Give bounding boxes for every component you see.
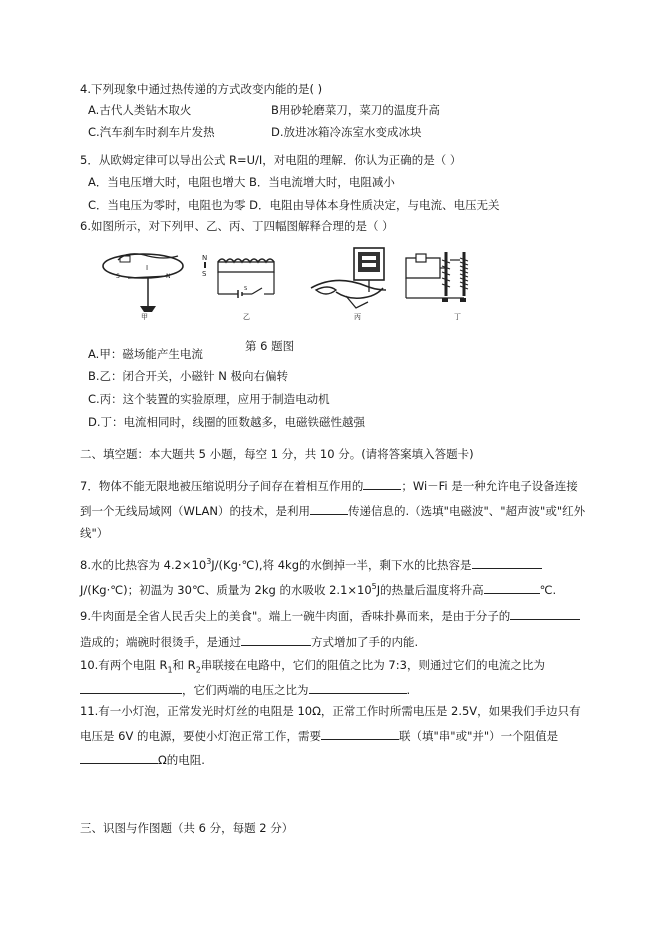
q10-text-1c: 串联接在电路中，它们的阻值之比为 7:3，则通过它们的电流之比为 (200, 658, 545, 672)
section-3-title: 三、识图与作图题（共 6 分，每题 2 分） (80, 821, 294, 835)
q8-blank-1 (472, 556, 542, 569)
q10-text-1b: 和 R (172, 658, 196, 672)
q8-blank-2 (484, 581, 540, 594)
q6-option-b: B.乙：闭合开关，小磁针 N 极向右偏转 (88, 369, 288, 383)
q7-text-2a: 到一个无线局域网（WLAN）的技术，是利用 (80, 504, 311, 518)
q8-line-1 (80, 556, 542, 573)
section-2-title: 二、填空题：本大题共 5 小题，每空 1 分，共 10 分。(请将答案填入答题卡) (80, 447, 474, 461)
q10-text-2b: . (406, 683, 411, 697)
figure-caption: 第 6 题图 (245, 339, 295, 353)
figure-label-jia: 甲 (141, 313, 148, 321)
q9-text-2a: 造成的；端碗时很烫手，是通过 (80, 635, 241, 649)
svg-text:N: N (166, 273, 171, 280)
q10-line-2 (80, 681, 410, 698)
q8-text-2a: J/(Kg·℃)；初温为 30℃、质量为 2kg 的水吸收 2.1×10 (80, 583, 372, 597)
q11-line-2 (80, 727, 558, 744)
q10-text-1a: 10.有两个电阻 R (80, 658, 168, 672)
q10-blank-1 (80, 681, 182, 694)
q10-sub-2: 2 (195, 665, 201, 675)
q9-line-2 (80, 633, 418, 650)
q6-stem: 6.如图所示，对下列甲、乙、丙、丁四幅图解释合理的是（ ） (80, 219, 394, 233)
svg-text:S: S (244, 286, 248, 292)
q6-option-c: C.丙：这个装置的实验原理，应用于制造电动机 (88, 392, 330, 406)
q5-options-ab: A．当电压增大时，电阻也增大 B．当电流增大时，电阻减小 (88, 175, 395, 189)
figure-bing (306, 246, 396, 318)
q9-blank-2 (241, 633, 311, 646)
figure-label-ding: 丁 (454, 313, 461, 321)
q7-blank-1 (363, 477, 401, 490)
q8-text-1b: J/(Kg·℃),将 4kg的水倒掉一半，剩下水的比热容是 (211, 558, 472, 572)
q10-line-1 (80, 657, 545, 673)
figure-ding (402, 250, 482, 310)
q7-text-1a: 7．物体不能无限地被压缩说明分子间存在着相互作用的 (80, 479, 364, 493)
q10-sub-1: 1 (167, 665, 173, 675)
q10-blank-2 (309, 681, 407, 694)
q8-exp-2: 5 (371, 582, 377, 592)
q11-line-3 (80, 751, 205, 768)
q5-stem: 5．从欧姆定律可以导出公式 R=U/I，对电阻的理解．你认为正确的是（ ） (80, 153, 462, 167)
q8-exp-1: 3 (206, 557, 212, 567)
q9-text-2b: 方式增加了手的内能. (311, 635, 419, 649)
q7-line-3: 线"） (80, 526, 109, 540)
figure-jia (98, 248, 198, 328)
figure-label-yi: 乙 (243, 313, 250, 321)
q4-option-a: A.古代人类钻木取火 (88, 103, 192, 117)
q6-option-d: D.丁：电流相同时，线圈的匝数越多，电磁铁磁性越强 (88, 415, 366, 429)
q9-text-1a: 9.牛肉面是全省人民舌尖上的美食"。端上一碗牛肉面，香味扑鼻而来，是由于分子的 (80, 609, 511, 623)
q7-text-2b: 传递信息的.（选填"电磁波"、"超声波"或"红外 (348, 504, 586, 518)
q5-options-cd: C．当电压为零时，电阻也为零 D．电阻由导体本身性质决定，与电流、电压无关 (88, 198, 500, 212)
q4-stem: 4.下列现象中通过热传递的方式改变内能的是( ) (80, 82, 323, 96)
svg-text:I: I (146, 264, 149, 272)
q11-text-2a: 电压是 6V 的电源，要使小灯泡正常工作，需要 (80, 729, 321, 743)
q4-option-d: D.放进冰箱冷冻室水变成冰块 (271, 125, 422, 139)
q7-line-1 (80, 477, 578, 494)
svg-text:S: S (202, 270, 207, 278)
q9-line-1 (80, 607, 580, 624)
q8-text-1a: 8.水的比热容为 4.2×10 (80, 558, 207, 572)
q11-text-3a: Ω的电阻. (158, 753, 205, 767)
figure-yi (200, 250, 290, 316)
svg-text:N: N (202, 254, 208, 262)
q11-blank-2 (80, 751, 158, 764)
q9-blank-1 (510, 607, 580, 620)
q8-line-2 (80, 581, 556, 598)
q11-text-2b: 联（填"串"或"并"）一个阻值是 (399, 729, 559, 743)
figure-label-bing: 丙 (354, 313, 361, 321)
q7-blank-2 (310, 502, 348, 515)
q11-blank-1 (321, 727, 399, 740)
q10-text-2a: ，它们两端的电压之比为 (182, 683, 309, 697)
q7-line-2 (80, 502, 585, 519)
q11-line-1: 11.有一小灯泡，正常发光时灯丝的电阻是 10Ω，正常工作时所需电压是 2.5V，如果我们手边只有 (80, 704, 581, 718)
q4-option-c: C.汽车刹车时刹车片发热 (88, 125, 215, 139)
q7-text-1b: ；Wi－Fi 是一种允许电子设备连接 (401, 479, 578, 493)
q8-text-2c: ℃. (539, 583, 557, 597)
q6-option-a: A.甲：磁场能产生电流 (88, 347, 203, 361)
q8-text-2b: J的热量后温度将升高 (376, 583, 484, 597)
svg-text:S: S (116, 273, 120, 280)
q4-option-b: B用砂轮磨菜刀，菜刀的温度升高 (271, 103, 440, 117)
